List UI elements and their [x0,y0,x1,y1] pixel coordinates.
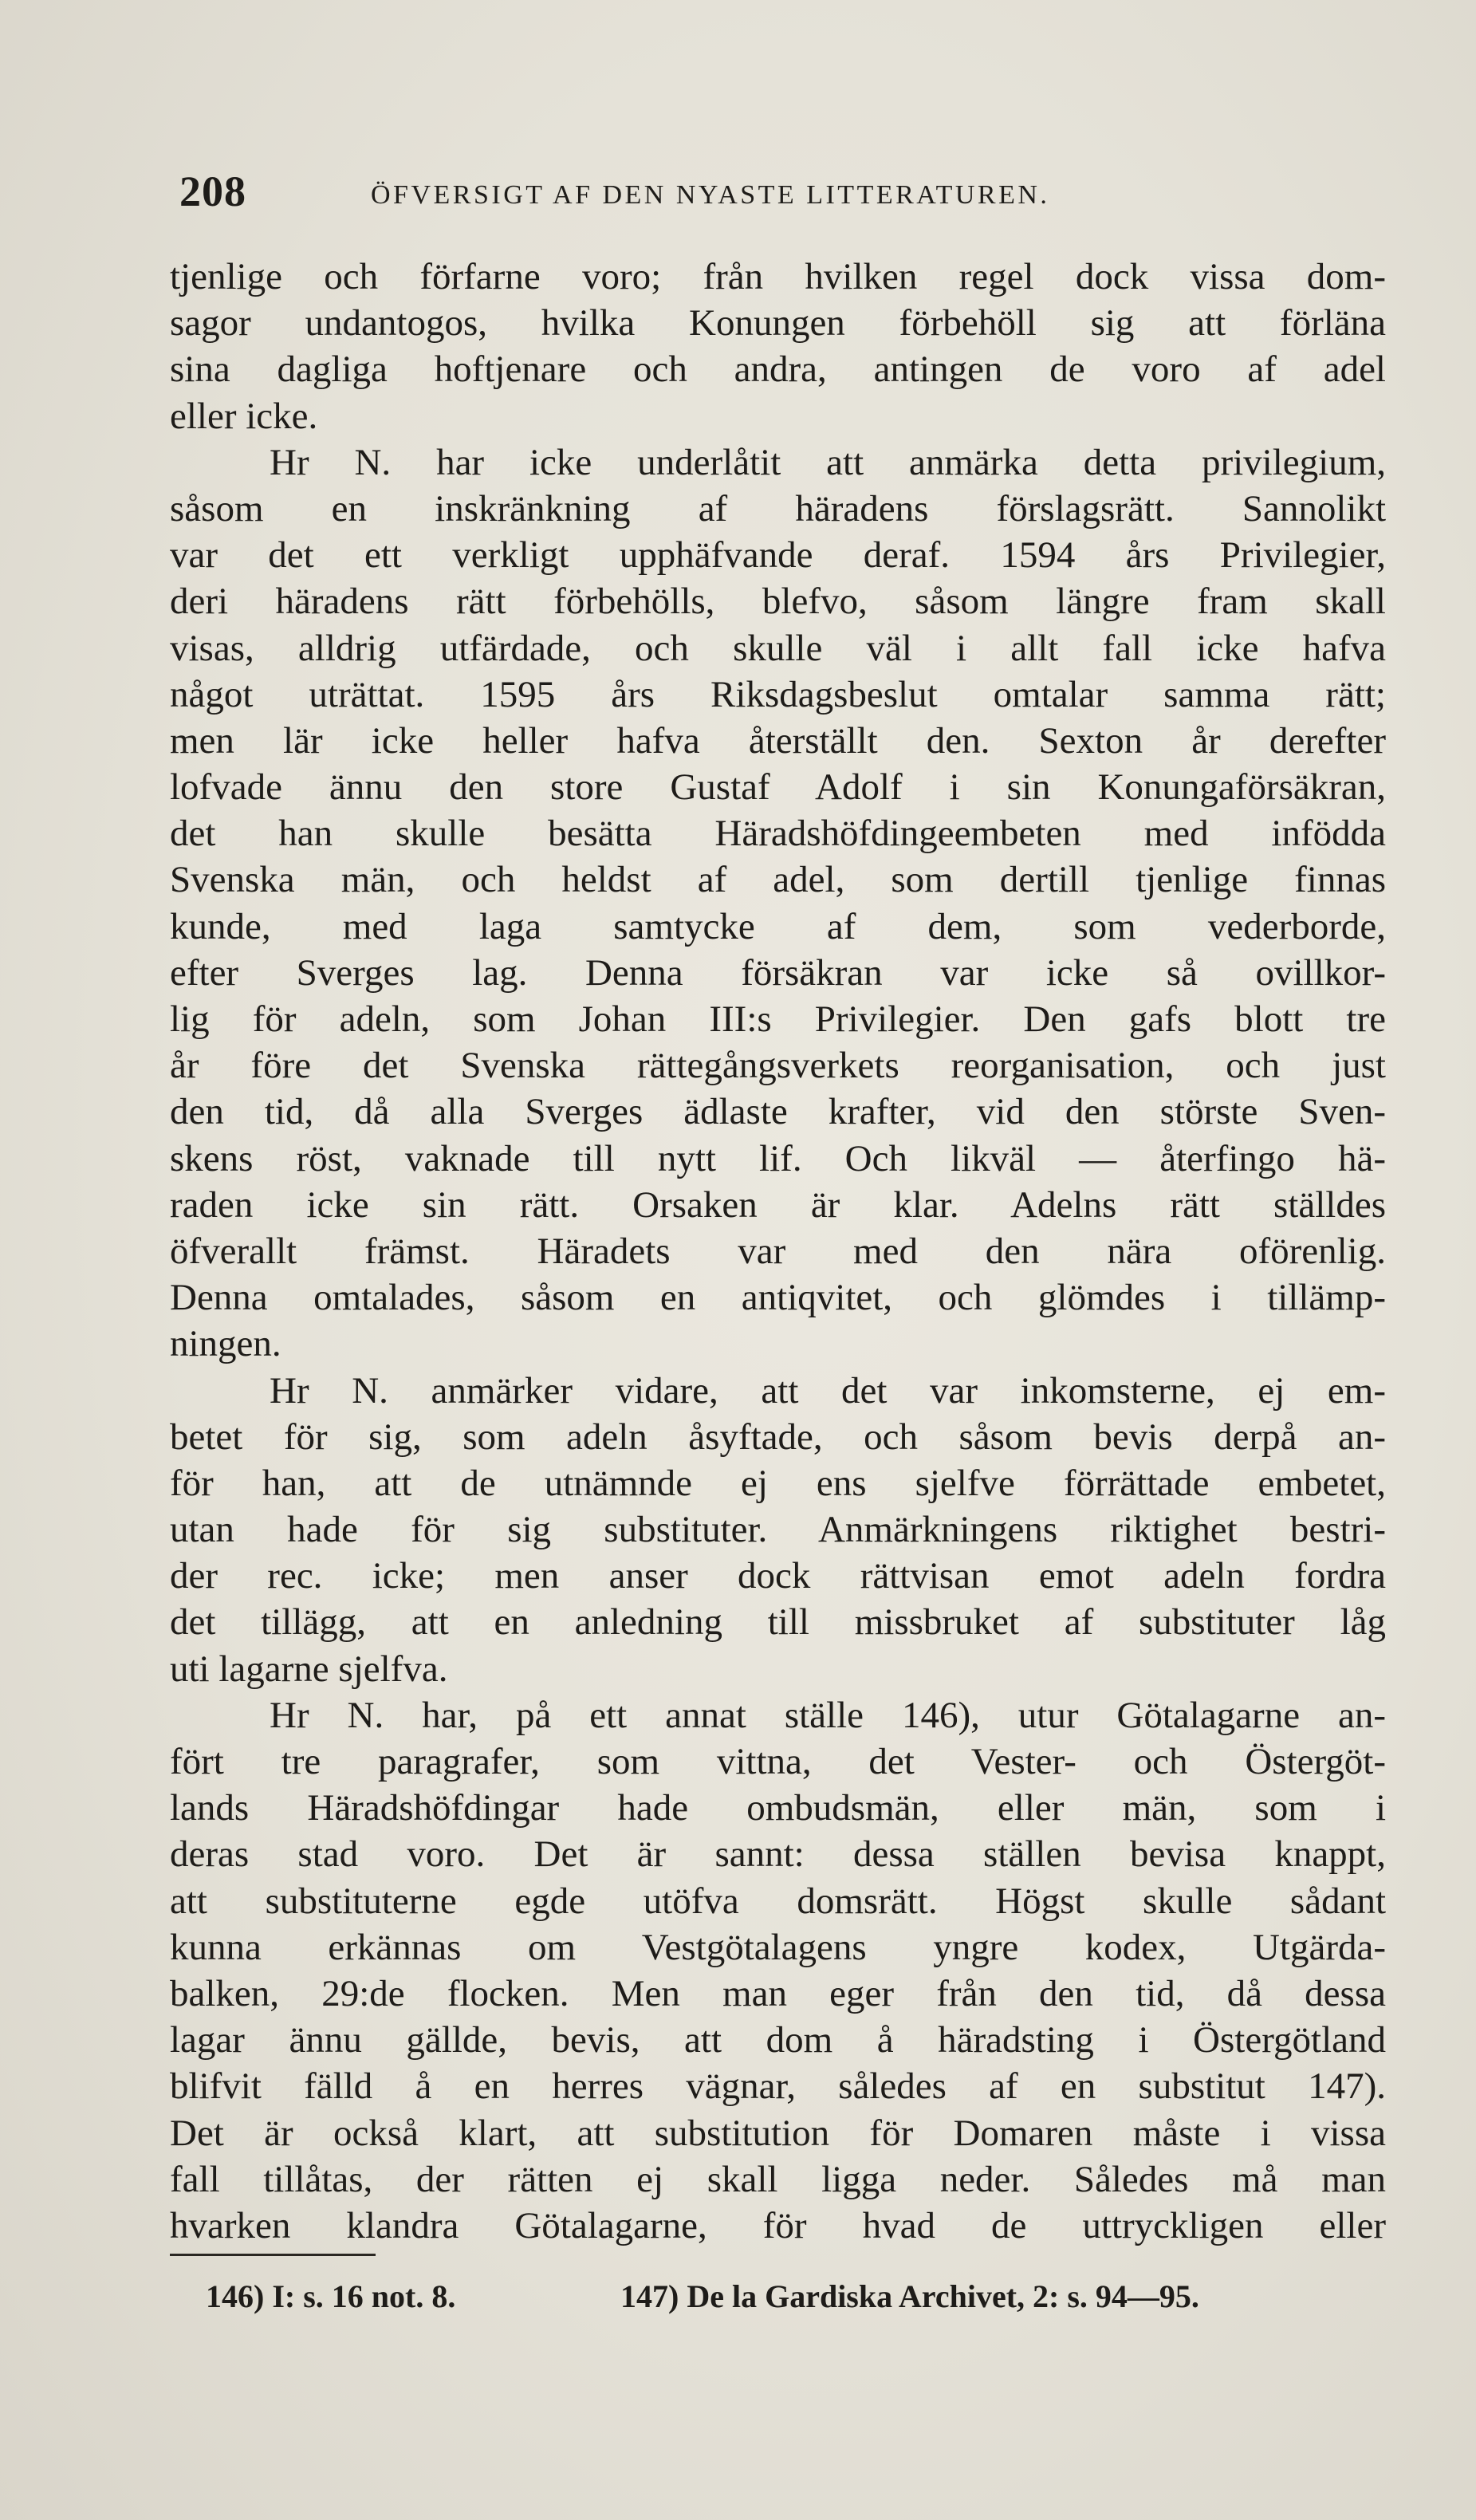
text-line: deri häradens rätt förbehölls, blefvo, såsom längre fram skall [170,581,1386,623]
text-line: Det är också klart, att substitution för Domaren måste i vissa [170,2112,1386,2154]
text-line: Hr N. anmärker vidare, att det var inkomsterne, ej em- [270,1369,1386,1412]
text-line: men lär icke heller hafva återställt den. Sexton år derefter [170,719,1386,762]
text-line: betet för sig, som adeln åsyftade, och såsom bevis derpå an- [170,1416,1386,1458]
text-line: uti lagarne sjelfva. [170,1648,448,1690]
text-line: det han skulle besätta Häradshöfdingeembeten med infödda [170,813,1386,855]
text-line: att substituterne egde utöfva domsrätt. Högst skulle sådant [170,1880,1386,1922]
text-line: blifvit fälld å en herres vägnar, således af en substitut 147). [170,2065,1386,2108]
footnote-147: 147) De la Gardiska Archivet, 2: s. 94—95. [620,2278,1199,2314]
footnotes [206,2273,1386,2321]
body-text [170,254,1386,2249]
footnote-divider [170,2254,376,2256]
text-line: lig för adeln, som Johan III:s Privilegier. Den gafs blott tre [170,998,1386,1040]
text-line: lagar ännu gällde, bevis, att dom å häradsting i Östergötland [170,2019,1386,2061]
page-header [179,163,1376,219]
text-line: såsom en inskränkning af häradens förslagsrätt. Sannolikt [170,487,1386,530]
text-line: lands Häradshöfdingar hade ombudsmän, eller män, som i [170,1787,1386,1829]
text-line: tjenlige och förfarne voro; från hvilken regel dock vissa dom- [170,256,1386,297]
text-line: utan hade för sig substituter. Anmärkningens riktighet bestri- [170,1509,1386,1551]
text-line: ningen. [170,1323,281,1365]
text-line: deras stad voro. Det är sannt: dessa ställen bevisa knappt, [170,1833,1386,1876]
text-line: eller icke. [170,395,318,437]
text-line: kunde, med laga samtycke af dem, som vederborde, [170,905,1386,947]
text-line: öfverallt främst. Häradets var med den nära oförenlig. [170,1230,1386,1272]
text-line: Hr N. har icke underlåtit att anmärka detta privilegium, [270,441,1386,483]
text-line: sagor undantogos, hvilka Konungen förbehöll sig att förläna [170,302,1386,345]
text-line: hvarken klandra Götalagarne, för hvad de uttryckligen eller [170,2204,1386,2246]
text-line: det tillägg, att en anledning till missbruket af substituter låg [170,1601,1386,1644]
text-line: fört tre paragrafer, som vittna, det Vester- och Östergöt- [170,1741,1386,1782]
text-line: raden icke sin rätt. Orsaken är klar. Adelns rätt ställdes [170,1183,1386,1226]
text-line: der rec. icke; men anser dock rättvisan emot adeln fordra [170,1555,1386,1597]
text-line: sina dagliga hoftjenare och andra, antingen de voro af adel [170,348,1386,391]
text-line: kunna erkännas om Vestgötalagens yngre kodex, Utgärda- [170,1926,1386,1968]
running-title: ÖFVERSIGT AF DEN NYASTE LITTERATUREN. [371,180,1050,210]
text-line: för han, att de utnämnde ej ens sjelfve förrättade embetet, [170,1462,1386,1504]
text-line: lofvade ännu den store Gustaf Adolf i sin Konungaförsäkran, [170,766,1386,809]
text-line: Svenska män, och heldst af adel, som dertill tjenlige finnas [170,859,1386,901]
text-line: år före det Svenska rättegångsverkets reorganisation, och just [170,1045,1386,1087]
text-line: fall tillåtas, der rätten ej skall ligga neder. Således må man [170,2158,1386,2200]
footnote-146: 146) I: s. 16 not. 8. [206,2278,456,2314]
text-line: balken, 29:de flocken. Men man eger från den tid, då dessa [170,1972,1386,2014]
text-line: något uträttat. 1595 års Riksdagsbeslut omtalar samma rätt; [170,673,1386,715]
text-line: skens röst, vaknade till nytt lif. Och likväl — återfingo hä- [170,1137,1386,1179]
text-line: var det ett verkligt upphäfvande deraf. 1594 års Privilegier, [170,534,1386,577]
text-line: Hr N. har, på ett annat ställe 146), utur Götalagarne an- [270,1694,1386,1736]
text-line: Denna omtalades, såsom en antiqvitet, och glömdes i tillämp- [170,1277,1386,1319]
text-line: visas, alldrig utfärdade, och skulle väl i allt fall icke hafva [170,627,1386,669]
page-number: 208 [179,167,246,215]
text-line: den tid, då alla Sverges ädlaste krafter, vid den störste Sven- [170,1091,1386,1133]
text-line: efter Sverges lag. Denna försäkran var icke så ovillkor- [170,951,1386,994]
